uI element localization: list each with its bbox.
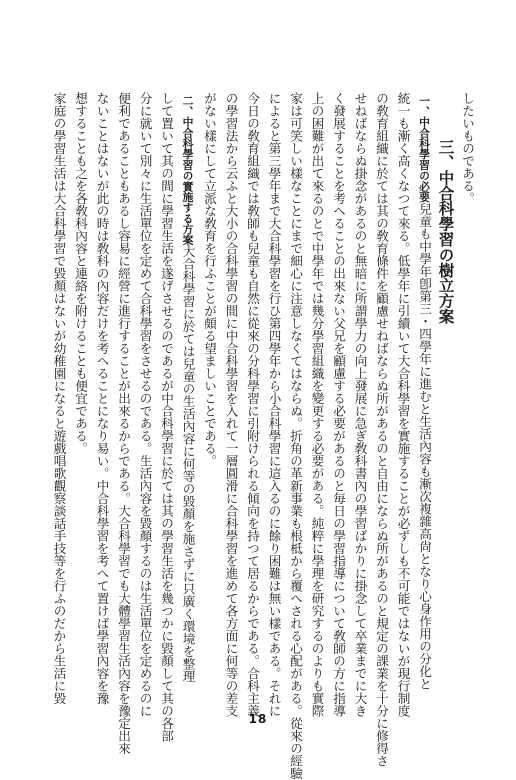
text-column: 分に就いて別々に生活單位を定めて合科學習をさせるのである。生活內容を毀顏するのは生活單位を定めるのに bbox=[137, 92, 153, 717]
text-column: の敎育組織に於ては其の敎育條件を顧慮せねばならぬ所があるのと自由にならぬ所があるのと規定の課業を十分に修得さ bbox=[374, 92, 389, 767]
subsection-heading: 一、中合科學習の必要 bbox=[418, 95, 431, 203]
section-title: 三、中合科學習の樹立方案 bbox=[436, 138, 456, 324]
text-segment: 兒童も中學年卽第三・四學年に進むと生活內容も漸次複雜高尙となり心身作用の分化と bbox=[417, 202, 432, 690]
text-column: したいものである。 bbox=[460, 92, 475, 205]
text-column: く發展することを考へることの出來ない父兄を顧慮する必要があるのと毎日の學習指導について敎師の方に指導 bbox=[331, 92, 346, 717]
text-column: せねばならぬ掛念があるのと無暗に所謂學力の向上發展に急ぎ敎科書內の學習ばかりに掛念して卒業までに大き bbox=[352, 92, 368, 717]
text-column: 統一も漸く高くなつて來る。低學年に引續いて大合科學習を實施することが必ずしも不可能ではないが現行制度 bbox=[395, 92, 411, 717]
text-column: して置いて其の間に學習生活を遂げさせるのであるが中合科學習に於ては其の學習生活を幾つかに毀顏して其の各部 bbox=[159, 92, 174, 742]
text-column bbox=[177, 92, 199, 690]
text-column: がない樣にして立派な敎育を行ふことが頗る望ましいことである。 bbox=[202, 92, 217, 467]
text-column: 家は可笑しい樣なことにまで細心に注意しなくてはならぬ。折角の革新事業も根柢から覆へされる心配がある。從來の經驗 bbox=[288, 92, 303, 780]
page-number: 18 bbox=[248, 712, 268, 726]
text-column: によると第三學年まで大合科學習を行ひ第四學年から小合科學習に這入るのに餘り困難は無い樣である。それに bbox=[266, 92, 282, 717]
text-column: 想することも之を各敎科內容と連絡を附けることも便宜である。 bbox=[73, 92, 88, 455]
subsection-heading: 二、中合科學習の實施する方案 bbox=[181, 95, 195, 246]
text-column bbox=[414, 92, 436, 690]
text-column: ないことはないが此の時は敎科の內容だけを考へることになり易い。中合科學習を考へて置けば學習內容を豫 bbox=[94, 92, 110, 705]
text-column: 上の困難が出て來るのとで中學年では幾分學習組織を變更する必要がある。純粹に學理を研究するのよりも實際 bbox=[309, 92, 325, 717]
text-column: 便利であることもあるし容易に經營に進行することが出來るからである。大合科學習でも大體學習生活內容を豫定出來 bbox=[116, 92, 131, 755]
text-column: の學習法から云ふと大小の合科學習の間に中合科學習を入れて一層圓滑に合科學習を進めて各方面に何等の差支 bbox=[223, 92, 239, 717]
text-segment: 大合科學習に於ては兒童の生活內容に何等の毀顏を施さずに只廣く環境を整理 bbox=[180, 245, 196, 683]
text-column: 家庭の學習生活は大合科學習で毀顏はないが幼稚園になると遊戲唱歌觀察談話手技等を行ふのだから生活に毀 bbox=[51, 92, 67, 705]
text-column: 今日の敎育組織では敎師も兒童も自然に從來の分科學習に引附けられる傾向を持つて居るからである。合科主義 bbox=[245, 92, 260, 717]
